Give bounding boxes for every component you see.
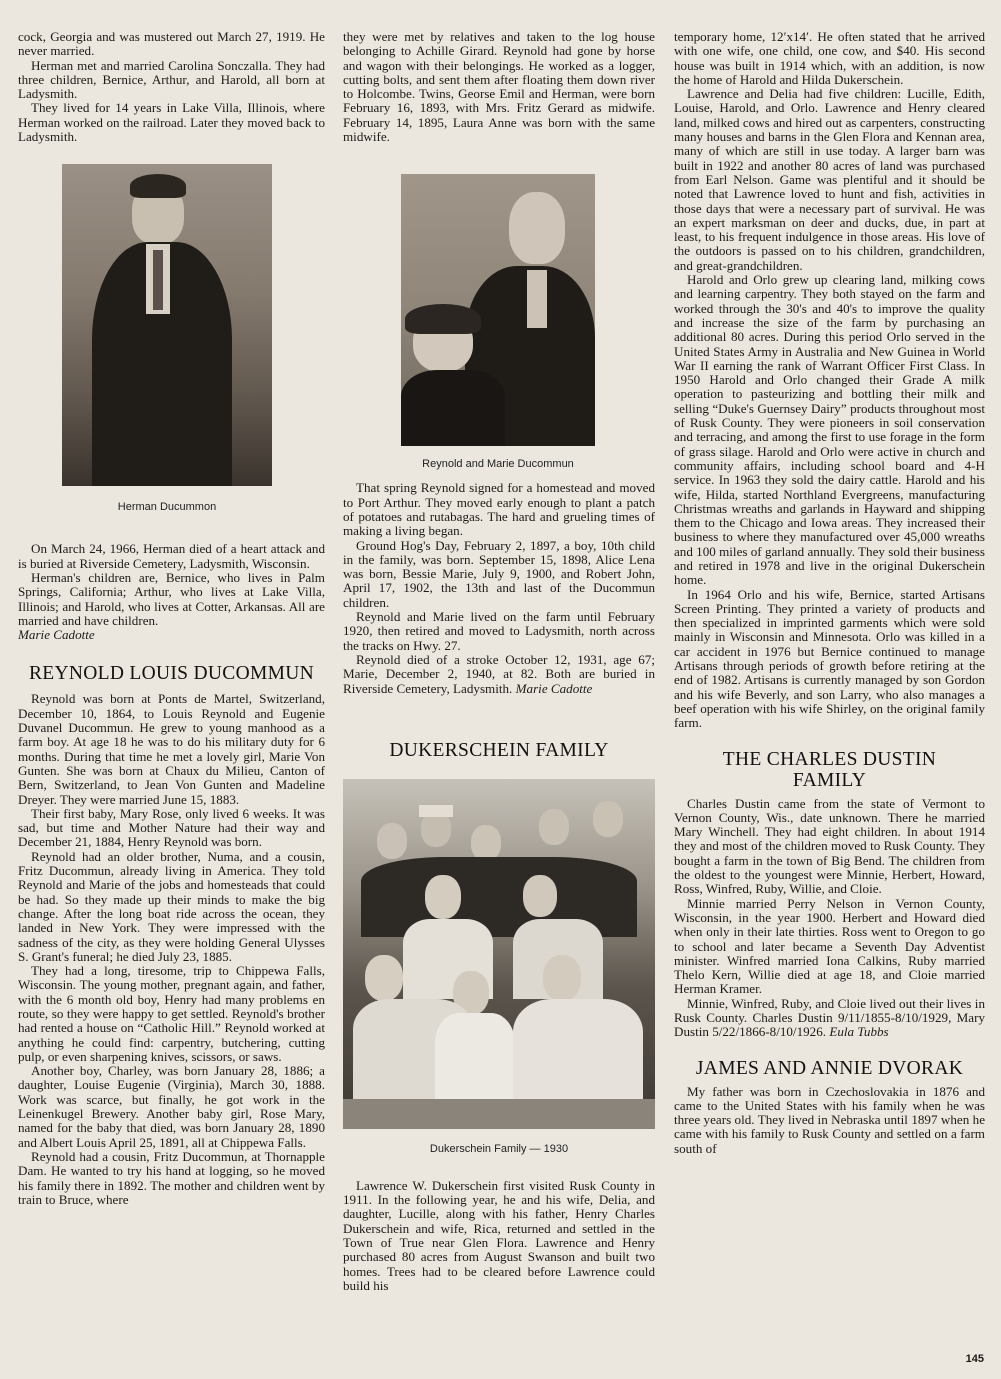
- paragraph: Herman met and married Carolina Sonczalla. They had three children, Bernice, Arthur, and Harold, all born at Ladysmith.: [18, 57, 325, 102]
- paragraph: In 1964 Orlo and his wife, Bernice, started Artisans Screen Printing. They printed a variety of products and then specialized in imprinted garments which were sold mainly in Wisconsin and Minnesota. Orlo was killed in a car accident in 1976 but Bernice continued to manage Artisans through periods of growth before retiring at the end of 1982. Artisans is currently managed by son Gordon and his wife Beverly, and son Larry, who also manages a beef operation with his wife Shirley, on the original family farm.: [674, 586, 985, 731]
- paragraph: Reynold and Marie lived on the farm until February 1920, then retired and moved to Ladysmith, north across the tracks on Hwy. 27.: [343, 609, 655, 653]
- paragraph: Ground Hog's Day, February 2, 1897, a boy, 10th child in the family, was born. September 15, 1898, Alice Lena was born, Bessie Marie, July 9, 1900, and Robert John, April 17, 1902, the 13th and last of the Ducommun children.: [343, 537, 655, 610]
- section-heading: REYNOLD LOUIS DUCOMMUN: [28, 663, 315, 685]
- paragraph: Lawrence W. Dukerschein first visited Rusk County in 1911. In the following year, he and his wife, Delia, and daughter, Lucille, along with his father, Henry Charles Dukerschein and wife, Rica, returned and settled in the Town of True near Glen Flora. Lawrence and Henry purchased 80 acres from August Swanson and built two homes. Trees had to be cleared before Lawrence could build his: [343, 1177, 655, 1293]
- paragraph: Herman's children are, Bernice, who lives in Palm Springs, California; Arthur, who lives at Lake Villa, Illinois; and Harold, who lives at Cotter, Arkansas. All are married and have children. Marie Cadotte: [18, 569, 325, 643]
- paragraph: cock, Georgia and was mustered out March 27, 1919. He never married.: [18, 29, 325, 59]
- paragraph: Another boy, Charley, was born January 28, 1886; a daughter, Louise Eugenie (Virginia), March 30, 1888. Work was scarce, but finally, he got work in the Leinenkugel Brewery. Another baby girl, Rose Mary, named for the baby that died, was born January 28, 1890 and Albert Louis April 25, 1891, all at Chippewa Falls.: [18, 1063, 325, 1150]
- paragraph: temporary home, 12′x14′. He often stated that he arrived with one wife, one child, one cow, and $40. His second house was built in 1914 which, with an addition, is now the home of Harold and Hilda Dukerschein.: [674, 29, 985, 87]
- author-signature: Marie Cadotte: [18, 627, 95, 643]
- paragraph: Harold and Orlo grew up clearing land, milking cows and learning carpentry. They both stayed on the farm and worked through the 30's and 40's to improve the quality and increase the size of the farm by purchasing an additional 80 acres. During this period Orlo served in the United States Army in Australia and New Guinea in World War II earning the rank of Warrant Officer First Class. In 1950 Harold and Orlo changed their Grade A milk operation to pasteurizing and bottling their milk and selling “Duke's Guernsey Dairy” products throughout most of Rusk County. They were pioneers in soil conservation and terracing, and among the first to use forage in the form of grass silage. Harold and Orlo were active in church and community affairs, including school board and 4-H service. In 1963 they sold the dairy cattle. Harold and his wife, Hilda, started Northland Evergreens, manufacturing Christmas wreaths and garlands in Hayward and shipping them to the Chicago and Iowa areas. They increased their business to where they manufactured over 45,000 wreaths and 100 miles of garland annually. They sold their business and retired in 1978 and live in the original Dukerschein home.: [674, 272, 985, 588]
- paragraph: Reynold had a cousin, Fritz Ducommun, at Thornapple Dam. He wanted to try his hand at logging, so he moved his family there in 1892. The mother and children went by train to Bruce, where: [18, 1148, 325, 1207]
- column-2: [343, 30, 655, 1293]
- herman-ducummon-photo: [62, 164, 272, 486]
- paragraph: Reynold had an older brother, Numa, and a cousin, Fritz Ducommun, already living in America. They told Reynold and Marie of the jobs and homesteads that could be had. So they made up their minds to make the big change. After the long boat ride across the ocean, they landed in New York. They were impressed with the sadness of the city, as they were holding General Ulysses S. Grant's funeral; he died July 23, 1885.: [18, 848, 325, 964]
- author-signature: Marie Cadotte: [515, 680, 593, 696]
- paragraph: they were met by relatives and taken to the log house belonging to Achille Girard. Reynold had gone by horse and wagon with their belongings. He worked as a logger, cutting bolts, and sent them after floating them down river to Holcombe. Twins, Georse Emil and Herman, were born February 16, 1893, with Mrs. Fritz Gerard as midwife. February 14, 1895, Laura Anne was born with the same midwife.: [343, 29, 655, 145]
- paragraph: They had a long, tiresome, trip to Chippewa Falls, Wisconsin. The young mother, pregnant again, and father, with the 6 month old boy, Henry had many problems en route, so they were happy to get settled. Reynold's brother had rented a house on “Catholic Hill.” Reynold worked at anything he could find: carpentry, butchering, cutting pulp, or even sharpening knives, scissors, or saws.: [18, 963, 325, 1064]
- paragraph: They lived for 14 years in Lake Villa, Illinois, where Herman worked on the railroad. Later they moved back to Ladysmith.: [18, 100, 325, 145]
- paragraph: That spring Reynold signed for a homestead and moved to Port Arthur. They moved early enough to plant a patch of potatoes and rutabagas. The hard and grueling times of making a living began.: [343, 480, 655, 539]
- section-heading: JAMES AND ANNIE DVORAK: [695, 1057, 964, 1079]
- paragraph: Charles Dustin came from the state of Vermont to Vernon County, Wis., date unknown. There he married Mary Winchell. They had eight children. In about 1914 they and most of the children moved to Rusk County. They bought a farm in the town of Big Bend. The children from the oldest to the youngest were Minnie, Herbert, Howard, Ross, Winfred, Ruby, Willie, and Cloie.: [674, 795, 985, 897]
- paragraph: On March 24, 1966, Herman died of a heart attack and is buried at Riverside Cemetery, Ladysmith, Wisconsin.: [18, 541, 325, 571]
- herman-photo-block: [62, 164, 272, 514]
- dukerschein-photo-block: [343, 779, 655, 1156]
- column-1: [18, 30, 325, 1207]
- photo-caption: Herman Ducummon: [117, 501, 217, 514]
- paragraph: My father was born in Czechoslovakia in 1876 and came to the United States with his family when he was three years old. They lived in Nebraska until 1897 when he came with his family to Rusk County and settled on a farm south of: [674, 1083, 985, 1156]
- reynold-and-marie-photo: [401, 174, 595, 446]
- page-number: 145: [965, 1353, 984, 1365]
- section-heading: THE CHARLES DUSTIN FAMILY: [722, 748, 937, 791]
- column-3: [674, 30, 985, 1156]
- paragraph: Minnie, Winfred, Ruby, and Cloie lived out their lives in Rusk County. Charles Dustin 9/11/1855-8/10/1929, Mary Dustin 5/22/1866-8/10/1926. Eula Tubbs: [674, 995, 985, 1040]
- paragraph: Their first baby, Mary Rose, only lived 6 weeks. It was sad, but time and Mother Nature had their way and December 21, 1884, Henry Reynold was born.: [18, 805, 325, 850]
- section-heading: DUKERSCHEIN FAMILY: [389, 739, 609, 761]
- author-signature: Eula Tubbs: [829, 1024, 889, 1040]
- paragraph: Reynold died of a stroke October 12, 1931, age 67; Marie, December 2, 1940, at 82. Both are buried in Riverside Cemetery, Ladysmith. Marie Cadotte: [343, 651, 655, 696]
- paragraph: Minnie married Perry Nelson in Vernon County, Wisconsin, in the year 1900. Herbert and Howard died when only in their late thirties. Ross went to Oregon to go to school and later became a Seventh Day Adventist minister. Winfred married Iona Calkins, Ruby married Thelo Kern, Willie died at age 18, and Cloie married Herman Kramer.: [674, 895, 985, 997]
- photo-caption: Dukerschein Family — 1930: [429, 1142, 569, 1155]
- paragraph: Reynold was born at Ponts de Martel, Switzerland, December 10, 1864, to Louis Reynold and Eugenie Duvanel Ducommun. He grew to young manhood as a farm boy. At age 18 he was to do his military duty for 6 months. During that time he met a lovely girl, Marie Von Gunten. She was born at Chaux du Milieu, Canton of Bern, Switzerland, to Jean Von Gunten and Madeline Dreyer. They were married June 15, 1883.: [18, 691, 325, 807]
- photo-caption: Reynold and Marie Ducommun: [422, 458, 574, 471]
- paragraph: Lawrence and Delia had five children: Lucille, Edith, Louise, Harold, and Orlo. Lawrence and Henry cleared land, milked cows and hired out as carpenters, constructing many houses and barns in the Glen Flora and Kennan area, many of which are still in use today. A larger barn was built in 1922 and another 80 acres of land was purchased from Earl Nelson. Game was plentiful and it should be noted that Lawrence loved to hunt and fish, activities in those days that were a necessary part of survival. He was an expert marksman on deer and ducks, due, in part at least, to his frequent indulgence in those areas. His love of the outdoors is passed on to his children, grandchildren, and great-grandchildren.: [674, 86, 985, 273]
- dukerschein-family-photo: [343, 779, 655, 1129]
- reynold-marie-photo-block: [401, 174, 595, 471]
